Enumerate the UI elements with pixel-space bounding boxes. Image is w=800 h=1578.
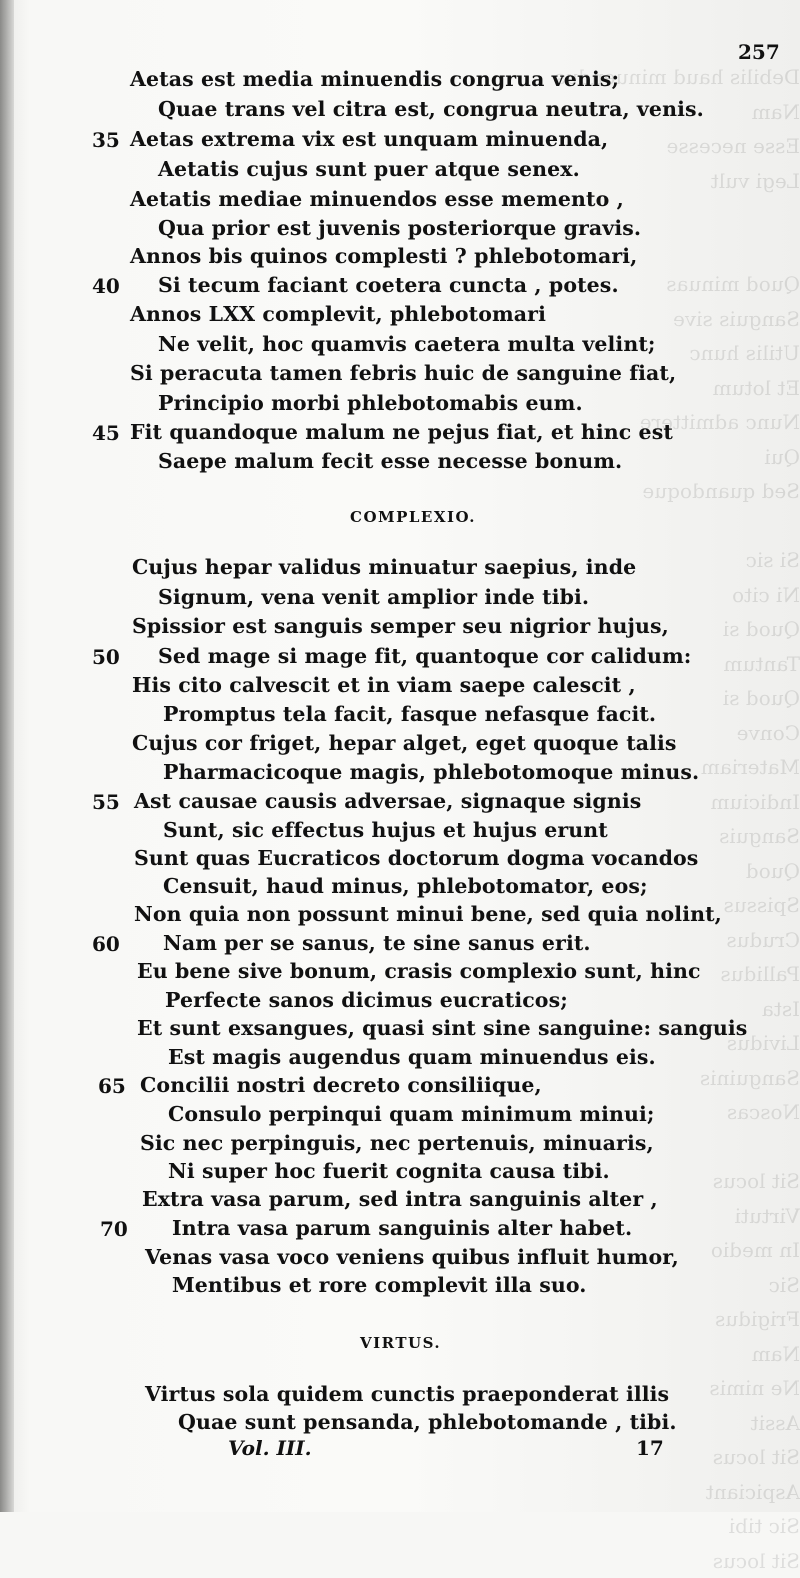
verse-line: Mentibus et rore complevit illa suo. bbox=[172, 1273, 587, 1297]
verse-line: Saepe malum fecit esse necesse bonum. bbox=[158, 449, 623, 473]
verse-line: Promptus tela facit, fasque nefasque facit. bbox=[163, 702, 657, 726]
verse-line: Quae trans vel citra est, congrua neutra, venis. bbox=[158, 97, 704, 121]
verse-line: Sunt, sic effectus hujus et hujus erunt bbox=[163, 818, 608, 842]
verse-line: Virtus sola quidem cunctis praeponderat illis bbox=[145, 1382, 670, 1406]
verse-line: Est magis augendus quam minuendus eis. bbox=[168, 1045, 656, 1069]
verse-line: Venas vasa voco veniens quibus influit humor, bbox=[145, 1245, 679, 1269]
verse-line: His cito calvescit et in viam saepe calescit , bbox=[132, 673, 636, 697]
section-heading-complexio: COMPLEXIO. bbox=[350, 508, 476, 526]
verse-line: Signum, vena venit amplior inde tibi. bbox=[158, 585, 590, 609]
verse-line: Et sunt exsangues, quasi sint sine sanguine: sanguis bbox=[137, 1016, 748, 1040]
verse-line: Censuit, haud minus, phlebotomator, eos; bbox=[163, 874, 648, 898]
verse-line: Qua prior est juvenis posteriorque gravis. bbox=[158, 216, 642, 240]
line-number: 55 bbox=[92, 790, 120, 814]
verse-line: Cujus cor friget, hepar alget, eget quoque talis bbox=[132, 731, 677, 755]
page-number: 257 bbox=[738, 40, 780, 64]
line-number: 65 bbox=[98, 1074, 126, 1098]
verse-line: Ne velit, hoc quamvis caetera multa velint; bbox=[158, 332, 656, 356]
verse-line: Extra vasa parum, sed intra sanguinis alter , bbox=[142, 1187, 658, 1211]
footer-volume: Vol. III. bbox=[228, 1436, 312, 1460]
line-number: 45 bbox=[92, 421, 120, 445]
verse-line: Nam per se sanus, te sine sanus erit. bbox=[163, 931, 591, 955]
page-edge-shadow bbox=[0, 0, 14, 1512]
verse-line: Aetas est media minuendis congrua venis; bbox=[130, 67, 620, 91]
verse-line: Perfecte sanos dicimus eucraticos; bbox=[165, 988, 568, 1012]
line-number: 35 bbox=[92, 128, 120, 152]
bleed-through-text: Debilis haud minuendus Nam Esse necesse Legi vult Quod minuas Sanguis sive Utilis hunc Et lotum Nunc admittere Qui Sed quandoque Si sic Ni cito Quod si Tantum Quod si Conve Materiam Indicium Sanguis Quod Spissus Crudus Pallidus Ista Lividus Sanguinis Noscas Sit locus Virtuti In medio Sic Frigidus Nam Ne nimis Assit Sit locus Aspiciant Sic tibi Sit locus bbox=[554, 65, 800, 1573]
line-number: 40 bbox=[92, 274, 120, 298]
verse-line: Si tecum faciant coetera cuncta , potes. bbox=[158, 273, 619, 297]
verse-line: Concilii nostri decreto consiliique, bbox=[140, 1073, 542, 1097]
verse-line: Non quia non possunt minui bene, sed quia nolint, bbox=[134, 902, 722, 926]
verse-line: Aetatis mediae minuendos esse memento , bbox=[130, 187, 624, 211]
verse-line: Annos bis quinos complesti ? phlebotomari, bbox=[130, 244, 638, 268]
line-number: 70 bbox=[100, 1217, 128, 1241]
verse-line: Principio morbi phlebotomabis eum. bbox=[158, 391, 583, 415]
section-heading-virtus: VIRTUS. bbox=[360, 1334, 442, 1352]
verse-line: Spissior est sanguis semper seu nigrior hujus, bbox=[132, 614, 669, 638]
verse-line: Si peracuta tamen febris huic de sanguine fiat, bbox=[130, 361, 677, 385]
verse-line: Consulo perpinqui quam minimum minui; bbox=[168, 1102, 655, 1126]
verse-line: Fit quandoque malum ne pejus fiat, et hinc est bbox=[130, 420, 673, 444]
verse-line: Eu bene sive bonum, crasis complexio sunt, hinc bbox=[137, 959, 701, 983]
verse-line: Sic nec perpinguis, nec pertenuis, minuaris, bbox=[140, 1131, 654, 1155]
verse-line: Aetas extrema vix est unquam minuenda, bbox=[130, 127, 609, 151]
verse-line: Annos LXX complevit, phlebotomari bbox=[130, 302, 546, 326]
footer-signature: 17 bbox=[636, 1436, 664, 1460]
line-number: 50 bbox=[92, 645, 120, 669]
verse-line: Cujus hepar validus minuatur saepius, inde bbox=[132, 555, 637, 579]
verse-line: Sunt quas Eucraticos doctorum dogma vocandos bbox=[134, 846, 699, 870]
line-number: 60 bbox=[92, 932, 120, 956]
verse-line: Quae sunt pensanda, phlebotomande , tibi. bbox=[178, 1410, 677, 1434]
verse-line: Intra vasa parum sanguinis alter habet. bbox=[172, 1216, 633, 1240]
verse-line: Sed mage si mage fit, quantoque cor calidum: bbox=[158, 644, 692, 668]
verse-line: Pharmacicoque magis, phlebotomoque minus. bbox=[163, 760, 700, 784]
verse-line: Aetatis cujus sunt puer atque senex. bbox=[158, 157, 580, 181]
verse-line: Ni super hoc fuerit cognita causa tibi. bbox=[168, 1159, 610, 1183]
verse-line: Ast causae causis adversae, signaque signis bbox=[134, 789, 642, 813]
